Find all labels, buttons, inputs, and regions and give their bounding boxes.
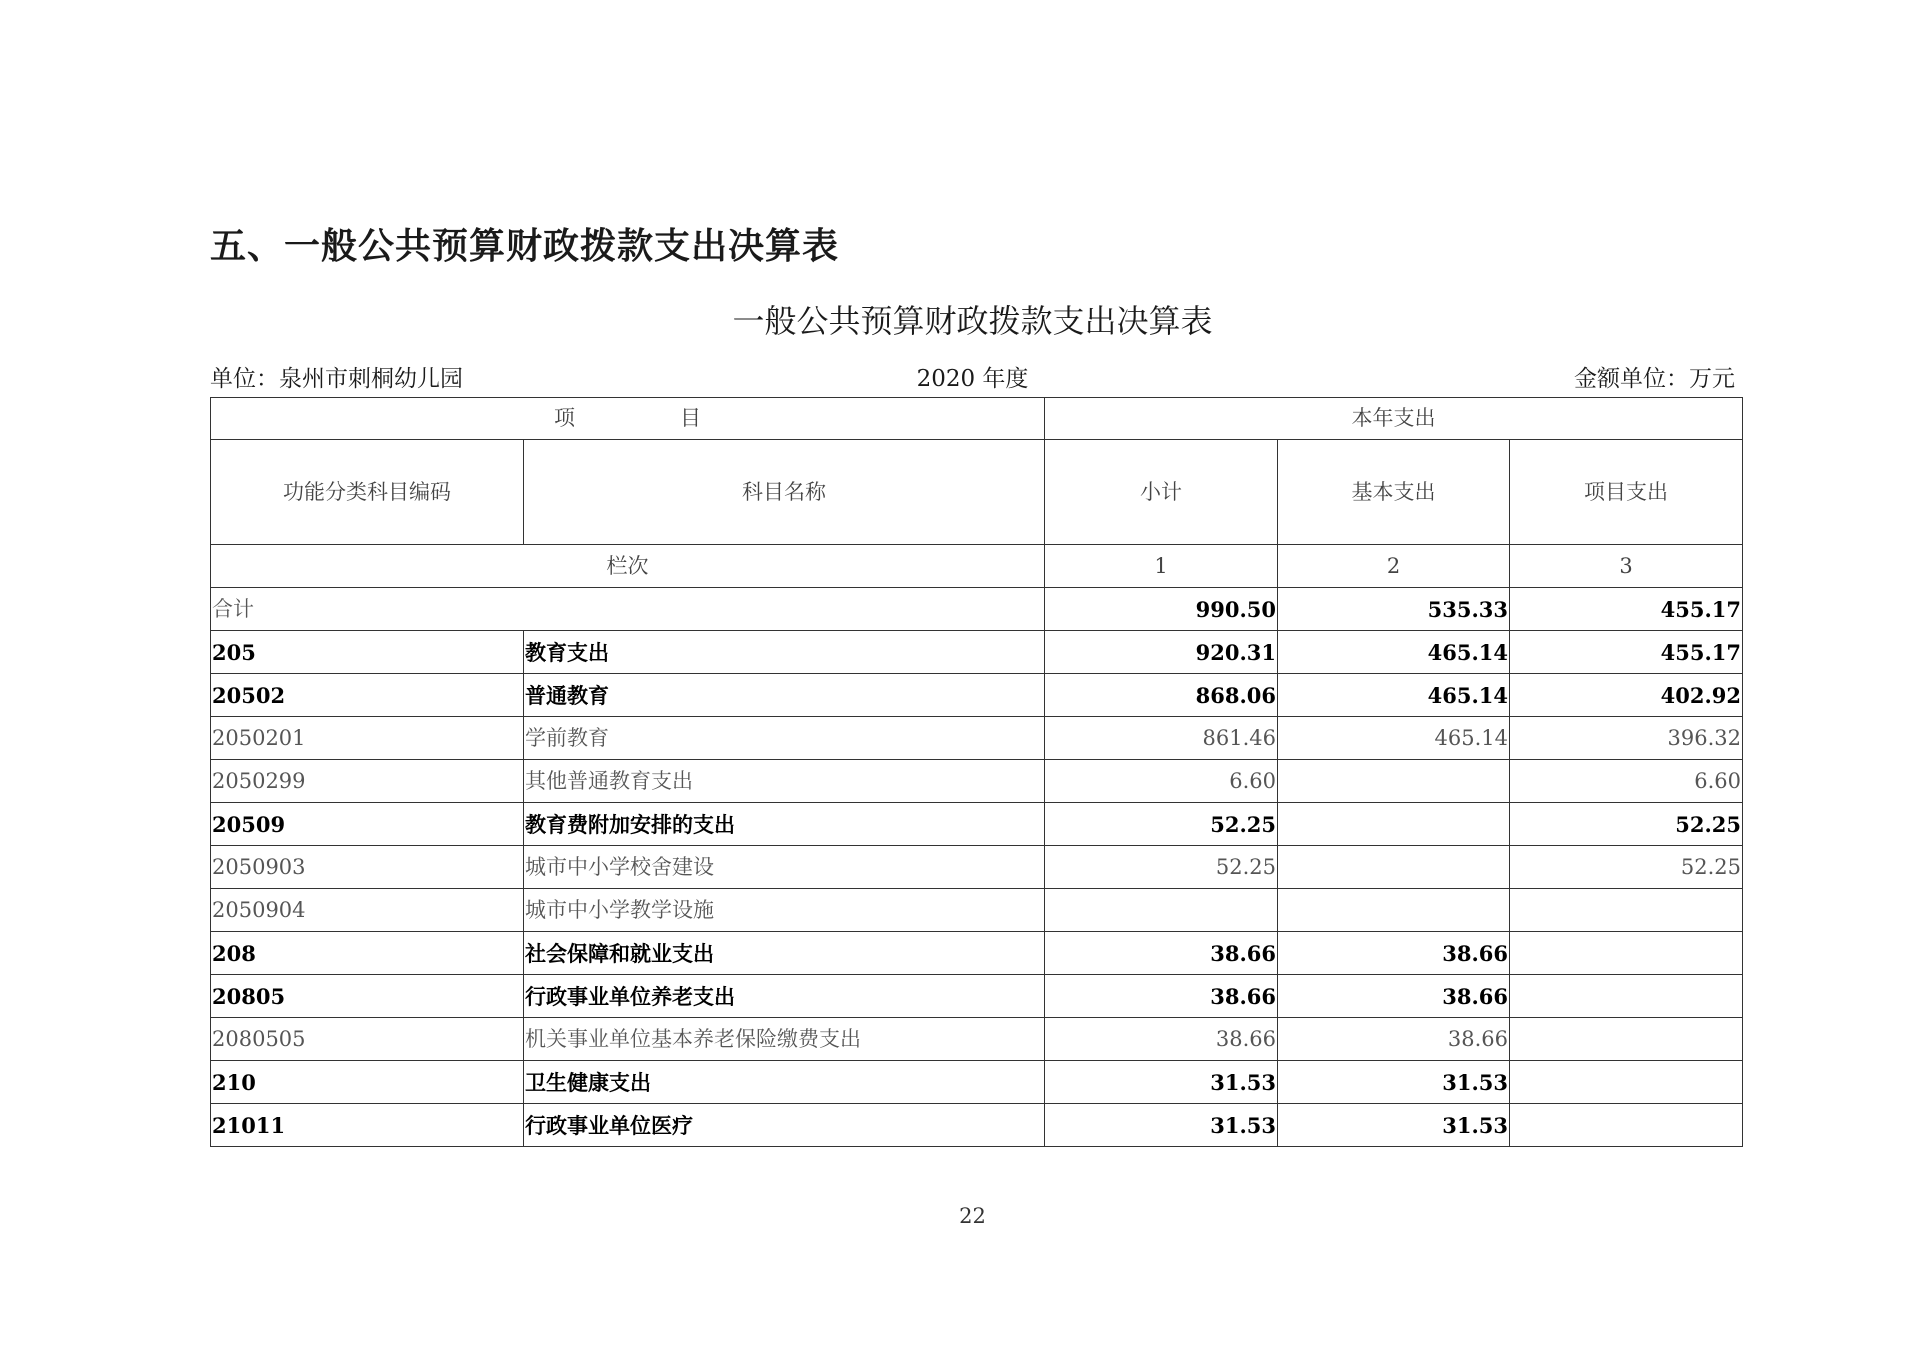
row-basic: 31.53: [1278, 1104, 1510, 1147]
header-basic: 基本支出: [1278, 440, 1510, 545]
row-name: 城市中小学校舍建设: [524, 846, 1045, 889]
column-index-2: 2: [1278, 545, 1510, 588]
table-row: [211, 1018, 1743, 1061]
row-name: 教育费附加安排的支出: [524, 803, 1045, 846]
header-current-year: 本年支出: [1045, 398, 1743, 440]
table-meta: [210, 360, 1735, 392]
table-row: [211, 631, 1743, 674]
row-subtotal: 920.31: [1045, 631, 1278, 674]
row-basic: 38.66: [1278, 1018, 1510, 1061]
column-index-label: 栏次: [211, 545, 1045, 588]
row-project: [1510, 1104, 1743, 1147]
row-code: 20502: [211, 674, 524, 717]
budget-table: [210, 397, 1743, 1147]
row-code: 2050904: [211, 889, 524, 932]
row-basic: [1278, 803, 1510, 846]
row-subtotal: 31.53: [1045, 1061, 1278, 1104]
row-name: 普通教育: [524, 674, 1045, 717]
row-code: 2050299: [211, 760, 524, 803]
row-code: 2080505: [211, 1018, 524, 1061]
row-subtotal: 38.66: [1045, 1018, 1278, 1061]
row-subtotal: [1045, 889, 1278, 932]
header-item: 项 目: [211, 398, 1045, 440]
column-index-row: [211, 545, 1743, 588]
row-subtotal: 38.66: [1045, 975, 1278, 1018]
row-subtotal: 6.60: [1045, 760, 1278, 803]
row-subtotal: 861.46: [1045, 717, 1278, 760]
money-unit: 金额单位：万元: [1574, 366, 1735, 392]
header-code: 功能分类科目编码: [211, 440, 524, 545]
row-code: 208: [211, 932, 524, 975]
row-project: 52.25: [1510, 803, 1743, 846]
row-project: 455.17: [1510, 631, 1743, 674]
row-code: 2050903: [211, 846, 524, 889]
row-code: 2050201: [211, 717, 524, 760]
header-row-2: [211, 440, 1743, 545]
total-label: 合计: [211, 588, 1045, 631]
table-row: [211, 1061, 1743, 1104]
table-row: [211, 1104, 1743, 1147]
header-name: 科目名称: [524, 440, 1045, 545]
table-row: [211, 760, 1743, 803]
header-row-1: [211, 398, 1743, 440]
row-code: 210: [211, 1061, 524, 1104]
total-subtotal: 990.50: [1045, 588, 1278, 631]
row-project: [1510, 1018, 1743, 1061]
row-name: 机关事业单位基本养老保险缴费支出: [524, 1018, 1045, 1061]
table-row: [211, 889, 1743, 932]
row-name: 教育支出: [524, 631, 1045, 674]
row-subtotal: 868.06: [1045, 674, 1278, 717]
row-project: [1510, 889, 1743, 932]
total-project: 455.17: [1510, 588, 1743, 631]
row-subtotal: 52.25: [1045, 803, 1278, 846]
table-title: 一般公共预算财政拨款支出决算表: [732, 302, 1213, 340]
section-title: 五、一般公共预算财政拨款支出决算表: [210, 226, 840, 267]
row-basic: [1278, 846, 1510, 889]
row-name: 城市中小学教学设施: [524, 889, 1045, 932]
row-code: 21011: [211, 1104, 524, 1147]
row-name: 行政事业单位医疗: [524, 1104, 1045, 1147]
row-basic: 465.14: [1278, 674, 1510, 717]
row-basic: 465.14: [1278, 631, 1510, 674]
table-row: [211, 803, 1743, 846]
row-project: 402.92: [1510, 674, 1743, 717]
column-index-1: 1: [1045, 545, 1278, 588]
total-basic: 535.33: [1278, 588, 1510, 631]
fiscal-year: 2020 年度: [916, 366, 1029, 392]
row-name: 学前教育: [524, 717, 1045, 760]
row-basic: 31.53: [1278, 1061, 1510, 1104]
row-basic: 465.14: [1278, 717, 1510, 760]
column-index-3: 3: [1510, 545, 1743, 588]
header-project: 项目支出: [1510, 440, 1743, 545]
row-name: 行政事业单位养老支出: [524, 975, 1045, 1018]
page-number: 22: [959, 1204, 986, 1228]
row-project: [1510, 975, 1743, 1018]
row-name: 社会保障和就业支出: [524, 932, 1045, 975]
row-subtotal: 52.25: [1045, 846, 1278, 889]
row-basic: 38.66: [1278, 975, 1510, 1018]
row-project: [1510, 932, 1743, 975]
row-project: [1510, 1061, 1743, 1104]
row-basic: 38.66: [1278, 932, 1510, 975]
table-row: [211, 846, 1743, 889]
row-subtotal: 31.53: [1045, 1104, 1278, 1147]
table-row: [211, 717, 1743, 760]
row-subtotal: 38.66: [1045, 932, 1278, 975]
row-code: 20805: [211, 975, 524, 1018]
header-subtotal: 小计: [1045, 440, 1278, 545]
row-name: 卫生健康支出: [524, 1061, 1045, 1104]
row-basic: [1278, 889, 1510, 932]
table-row: [211, 975, 1743, 1018]
row-code: 20509: [211, 803, 524, 846]
row-project: 52.25: [1510, 846, 1743, 889]
table-row: [211, 932, 1743, 975]
table-row: [211, 674, 1743, 717]
total-row: [211, 588, 1743, 631]
row-project: 396.32: [1510, 717, 1743, 760]
row-basic: [1278, 760, 1510, 803]
reporting-unit: 单位：泉州市刺桐幼儿园: [210, 366, 463, 392]
row-code: 205: [211, 631, 524, 674]
row-name: 其他普通教育支出: [524, 760, 1045, 803]
row-project: 6.60: [1510, 760, 1743, 803]
